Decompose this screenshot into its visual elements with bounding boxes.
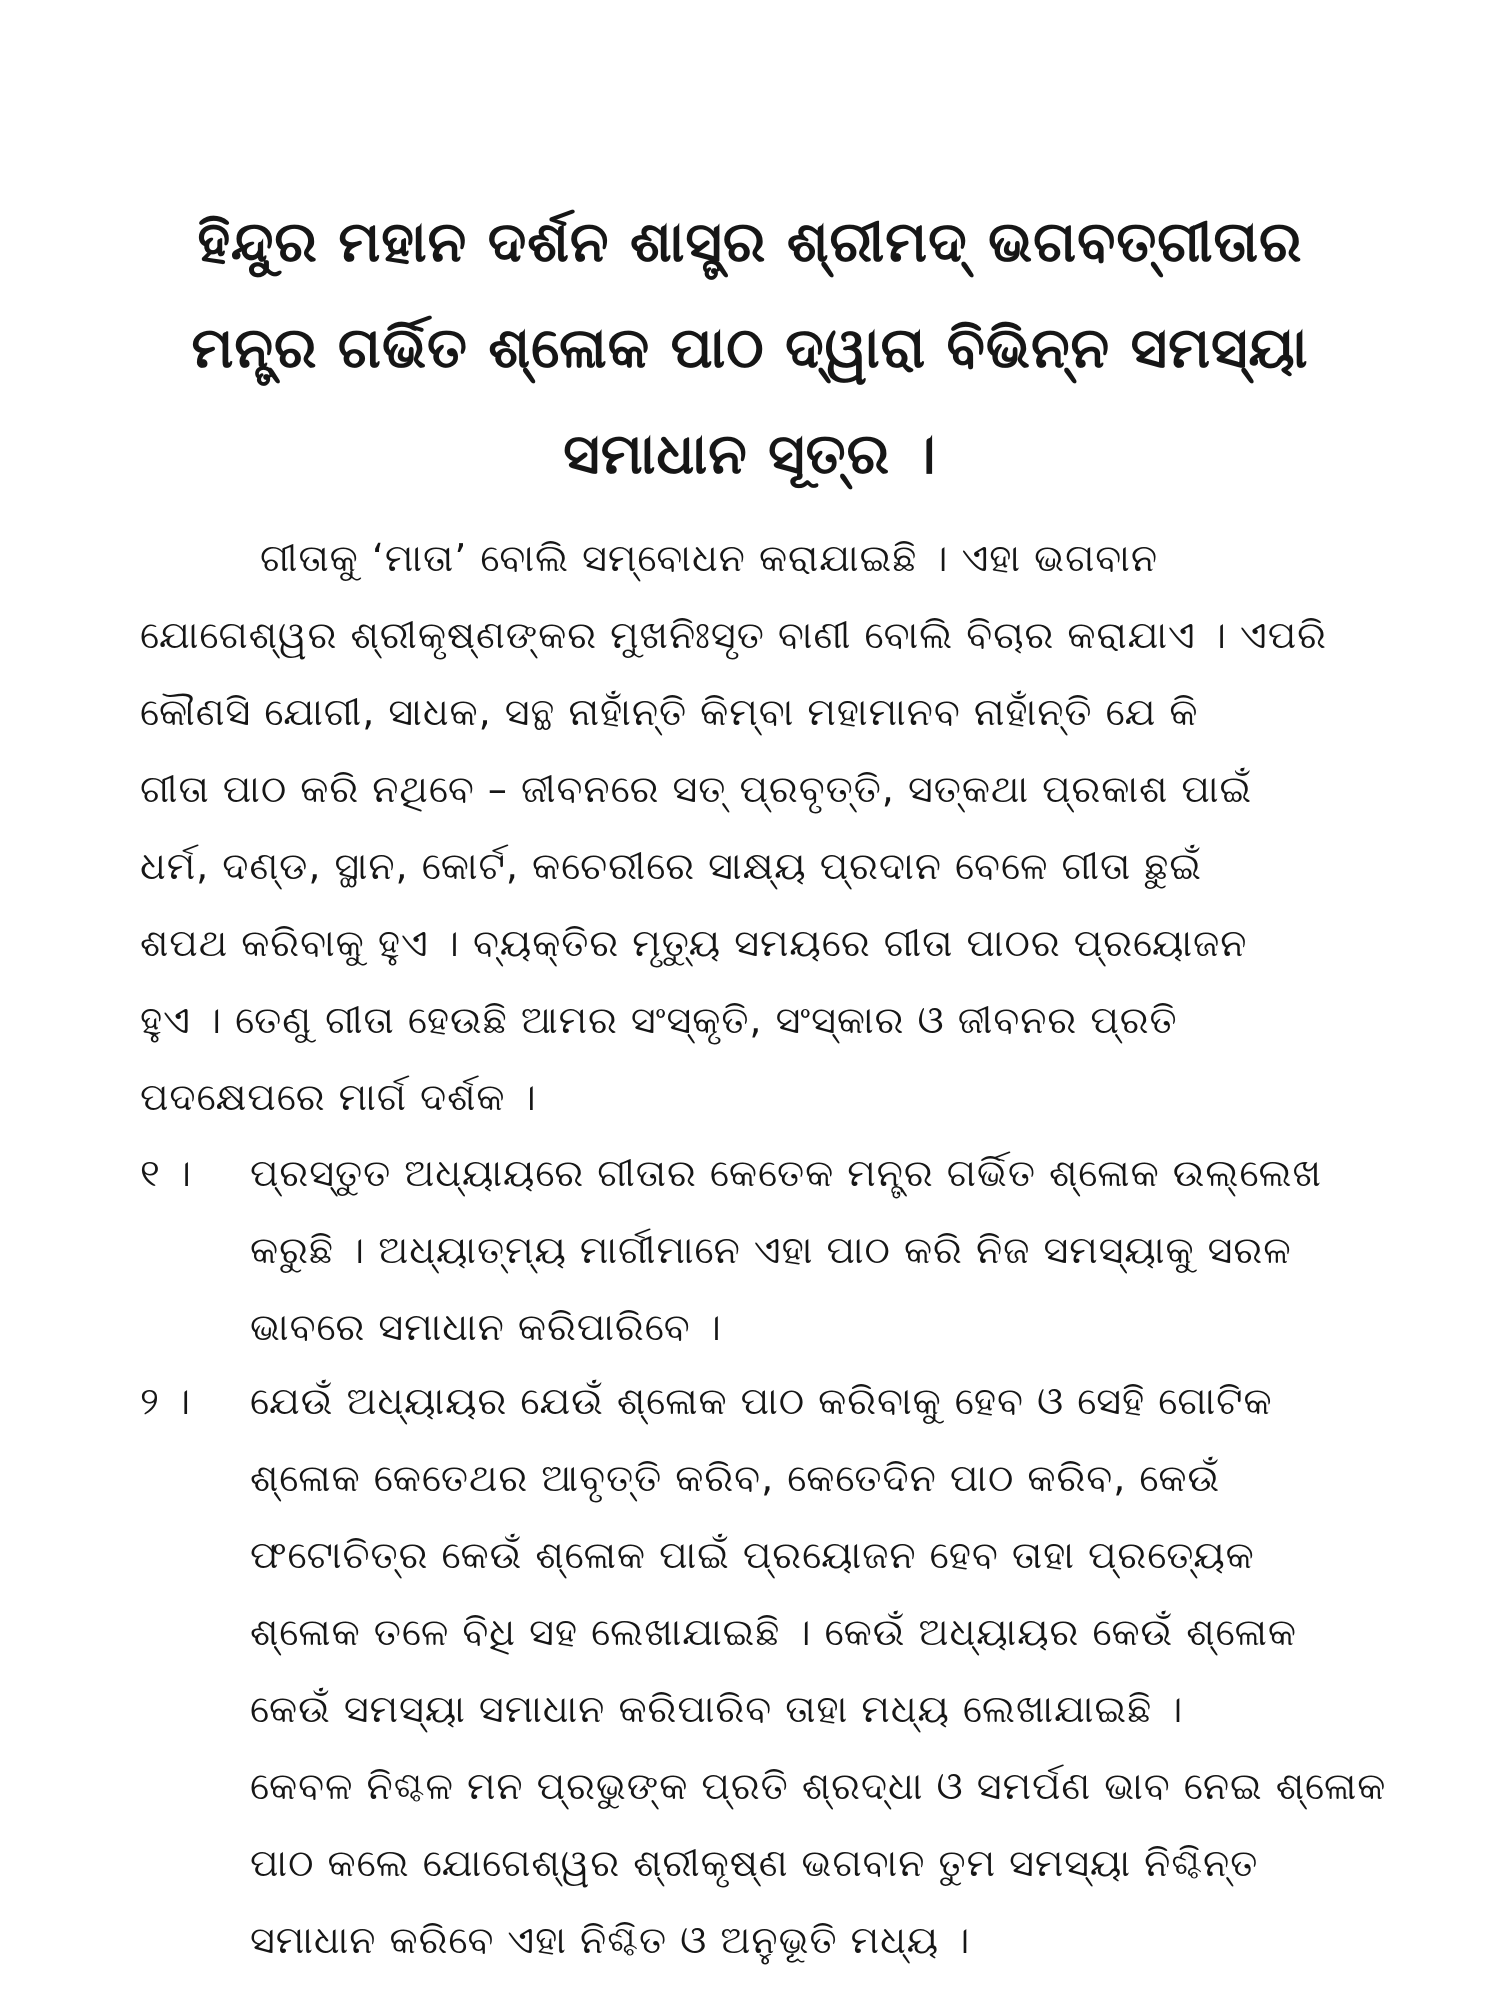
paragraph-line: କୌଣସି ଯୋଗୀ, ସାଧକ, ସନ୍ଥ ନାହାଁନ୍ତି କିମ୍ବା ମହାମାନବ ନାହାଁନ୍ତି ଯେ କି	[140, 690, 1199, 734]
paragraph-line: ହୁଏ । ତେଣୁ ଗୀତା ହେଉଛି ଆମର ସଂସ୍କୃତି, ସଂସ୍କାର ଓ ଜୀବନର ପ୍ରତି	[140, 998, 1178, 1042]
paragraph-line: କରୁଛି । ଅଧ୍ୟାତ୍ମ୍ୟ ମାର୍ଗୀମାନେ ଏହା ପାଠ କରି ନିଜ ସମସ୍ୟାକୁ ସରଳ	[250, 1228, 1292, 1272]
paragraph-line: ପ୍ରସ୍ତୁତ ଅଧ୍ୟାୟରେ ଗୀତାର କେତେକ ମନ୍ତ୍ର ଗର୍ଭିତ ଶ୍ଳୋକ ଉଲ୍ଲେଖ	[250, 1151, 1322, 1195]
item-number: ୨ ।	[140, 1379, 192, 1423]
paragraph-line: ଗୀତା ପାଠ କରି ନଥିବେ – ଜୀବନରେ ସତ୍ ପ୍ରବୃତ୍ତି, ସତ୍‌କଥା ପ୍ରକାଶ ପାଇଁ	[140, 767, 1253, 811]
paragraph-line: ସମାଧାନ କରିବେ ଏହା ନିଶ୍ଚିତ ଓ ଅନୁଭୂତି ମଧ୍ୟ ।	[250, 1918, 971, 1962]
item-number: ୧ ।	[140, 1151, 192, 1195]
paragraph-line: ଧର୍ମ, ଦଣ୍ଡ, ସ୍ଥାନ, କୋର୍ଟ, କଚେରୀରେ ସାକ୍ଷ୍ୟ ପ୍ରଦାନ ବେଳେ ଗୀତା ଛୁଇଁ	[140, 844, 1202, 888]
item-text	[250, 1135, 1380, 1366]
heading-line: ମନ୍ତ୍ର ଗର୍ଭିତ ଶ୍ଳୋକ ପାଠ ଦ୍ୱାରା ବିଭିନ୍ନ ସମସ୍ୟା	[191, 316, 1309, 381]
page-heading	[90, 190, 1410, 508]
paragraph-line: ଯୋଗେଶ୍ୱର ଶ୍ରୀକୃଷ୍ଣଙ୍କର ମୁଖନିଃସୃତ ବାଣୀ ବୋଲି ବିଚାର କରାଯାଏ । ଏପରି	[140, 613, 1327, 657]
paragraph-line: ଶ୍ଳୋକ ତଳେ ବିଧି ସହ ଲେଖାଯାଇଛି । କେଉଁ ଅଧ୍ୟାୟର କେଉଁ ଶ୍ଳୋକ	[250, 1610, 1297, 1654]
item-text	[250, 1363, 1387, 1979]
paragraph-line: ପାଠ କଲେ ଯୋଗେଶ୍ୱର ଶ୍ରୀକୃଷ୍ଣ ଭଗବାନ ତୁମ ସମସ୍ୟା ନିଶ୍ଚିନ୍ତ	[250, 1841, 1259, 1885]
paragraph-line: କେବଳ ନିଶ୍ଚଳ ମନ ପ୍ରଭୁଙ୍କ ପ୍ରତି ଶ୍ରଦ୍ଧା ଓ ସମର୍ପଣ ଭାବ ନେଇ ଶ୍ଳୋକ	[250, 1764, 1387, 1808]
paragraph-line: ଗୀତାକୁ ‘ମାତା’ ବୋଲି ସମ୍ବୋଧନ କରାଯାଇଛି । ଏହା ଭଗବାନ	[260, 536, 1159, 580]
paragraph-line: କେଉଁ ସମସ୍ୟା ସମାଧାନ କରିପାରିବ ତାହା ମଧ୍ୟ ଲେଖାଯାଇଛି ।	[250, 1687, 1184, 1731]
heading-line: ସମାଧାନ ସୂତ୍ର ।	[563, 422, 937, 487]
intro-paragraph	[140, 520, 1380, 1136]
paragraph-line: ଫଟୋଚିତ୍ର କେଉଁ ଶ୍ଳୋକ ପାଇଁ ପ୍ରୟୋଜନ ହେବ ତାହା ପ୍ରତ୍ୟେକ	[250, 1533, 1255, 1577]
paragraph-line: ଯେଉଁ ଅଧ୍ୟାୟର ଯେଉଁ ଶ୍ଳୋକ ପାଠ କରିବାକୁ ହେବ ଓ ସେହି ଗୋଟିକ	[250, 1379, 1273, 1423]
paragraph-line: ଭାବରେ ସମାଧାନ କରିପାରିବେ ।	[250, 1305, 722, 1349]
paragraph-line: ପଦକ୍ଷେପରେ ମାର୍ଗ ଦର୍ଶକ ।	[140, 1075, 537, 1119]
heading-line: ହିନ୍ଦୁର ମହାନ ଦର୍ଶନ ଶାସ୍ତ୍ର ଶ୍ରୀମଦ୍ ଭଗବତ୍‌ଗୀତାର	[197, 210, 1303, 275]
paragraph-line: ଶପଥ କରିବାକୁ ହୁଏ । ବ୍ୟକ୍ତିର ମୃତ୍ୟୁ ସମୟରେ ଗୀତା ପାଠର ପ୍ରୟୋଜନ	[140, 921, 1248, 965]
paragraph-line: ଶ୍ଳୋକ କେତେଥର ଆବୃତ୍ତି କରିବ, କେତେଦିନ ପାଠ କରିବ, କେଉଁ	[250, 1456, 1221, 1500]
